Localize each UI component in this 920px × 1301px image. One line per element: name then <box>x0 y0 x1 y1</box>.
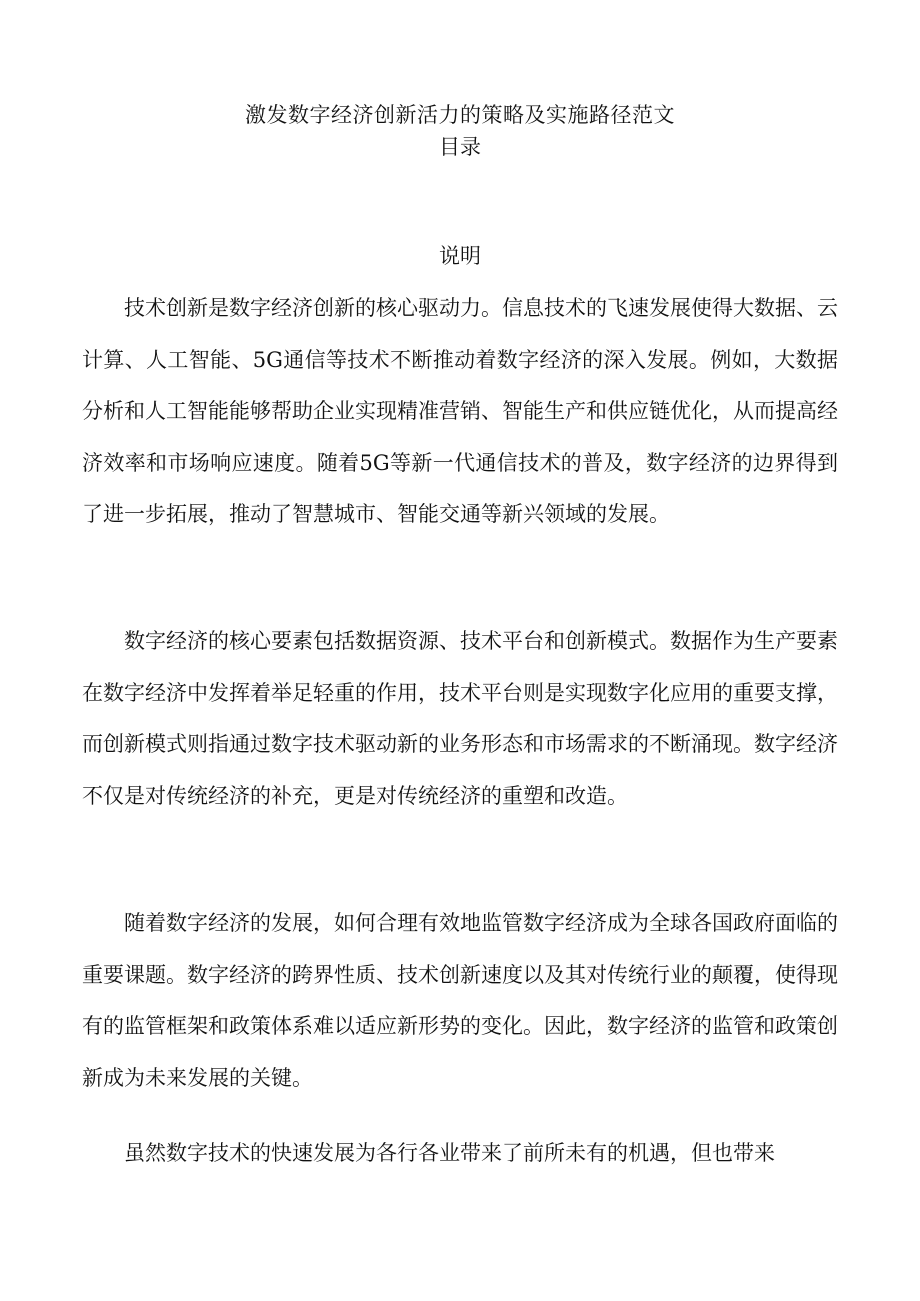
paragraph: 虽然数字技术的快速发展为各行各业带来了前所未有的机遇，但也带来 <box>124 1141 775 1165</box>
document-title: 激发数字经济创新活力的策略及实施路径范文 <box>245 103 675 127</box>
paragraph: 数字经济的核心要素包括数据资源、技术平台和创新模式。数据作为生产要素在数字经济中发挥着举足轻重的作用，技术平台则是实现数字化应用的重要支撑，而创新模式则指通过数字技术驱动新的业务形态和市场需求的不断涌现。数字经济不仅是对传统经济的补充，更是对传统经济的重塑和改造。 <box>82 629 838 808</box>
toc-title: 目录 <box>439 135 481 159</box>
paragraph: 技术创新是数字经济创新的核心驱动力。信息技术的飞速发展使得大数据、云计算、人工智能、5G通信等技术不断推动着数字经济的深入发展。例如，大数据分析和人工智能能够帮助企业实现精准营销、智能生产和供应链优化，从而提高经济效率和市场响应速度。随着5G等新一代通信技术的普及，数字经济的边界得到了进一步拓展，推动了智慧城市、智能交通等新兴领域的发展。 <box>82 296 838 526</box>
section-heading: 说明 <box>439 244 481 268</box>
paragraph: 随着数字经济的发展，如何合理有效地监管数字经济成为全球各国政府面临的重要课题。数字经济的跨界性质、技术创新速度以及其对传统行业的颠覆，使得现有的监管框架和政策体系难以适应新形势的变化。因此，数字经济的监管和政策创新成为未来发展的关键。 <box>82 911 838 1090</box>
